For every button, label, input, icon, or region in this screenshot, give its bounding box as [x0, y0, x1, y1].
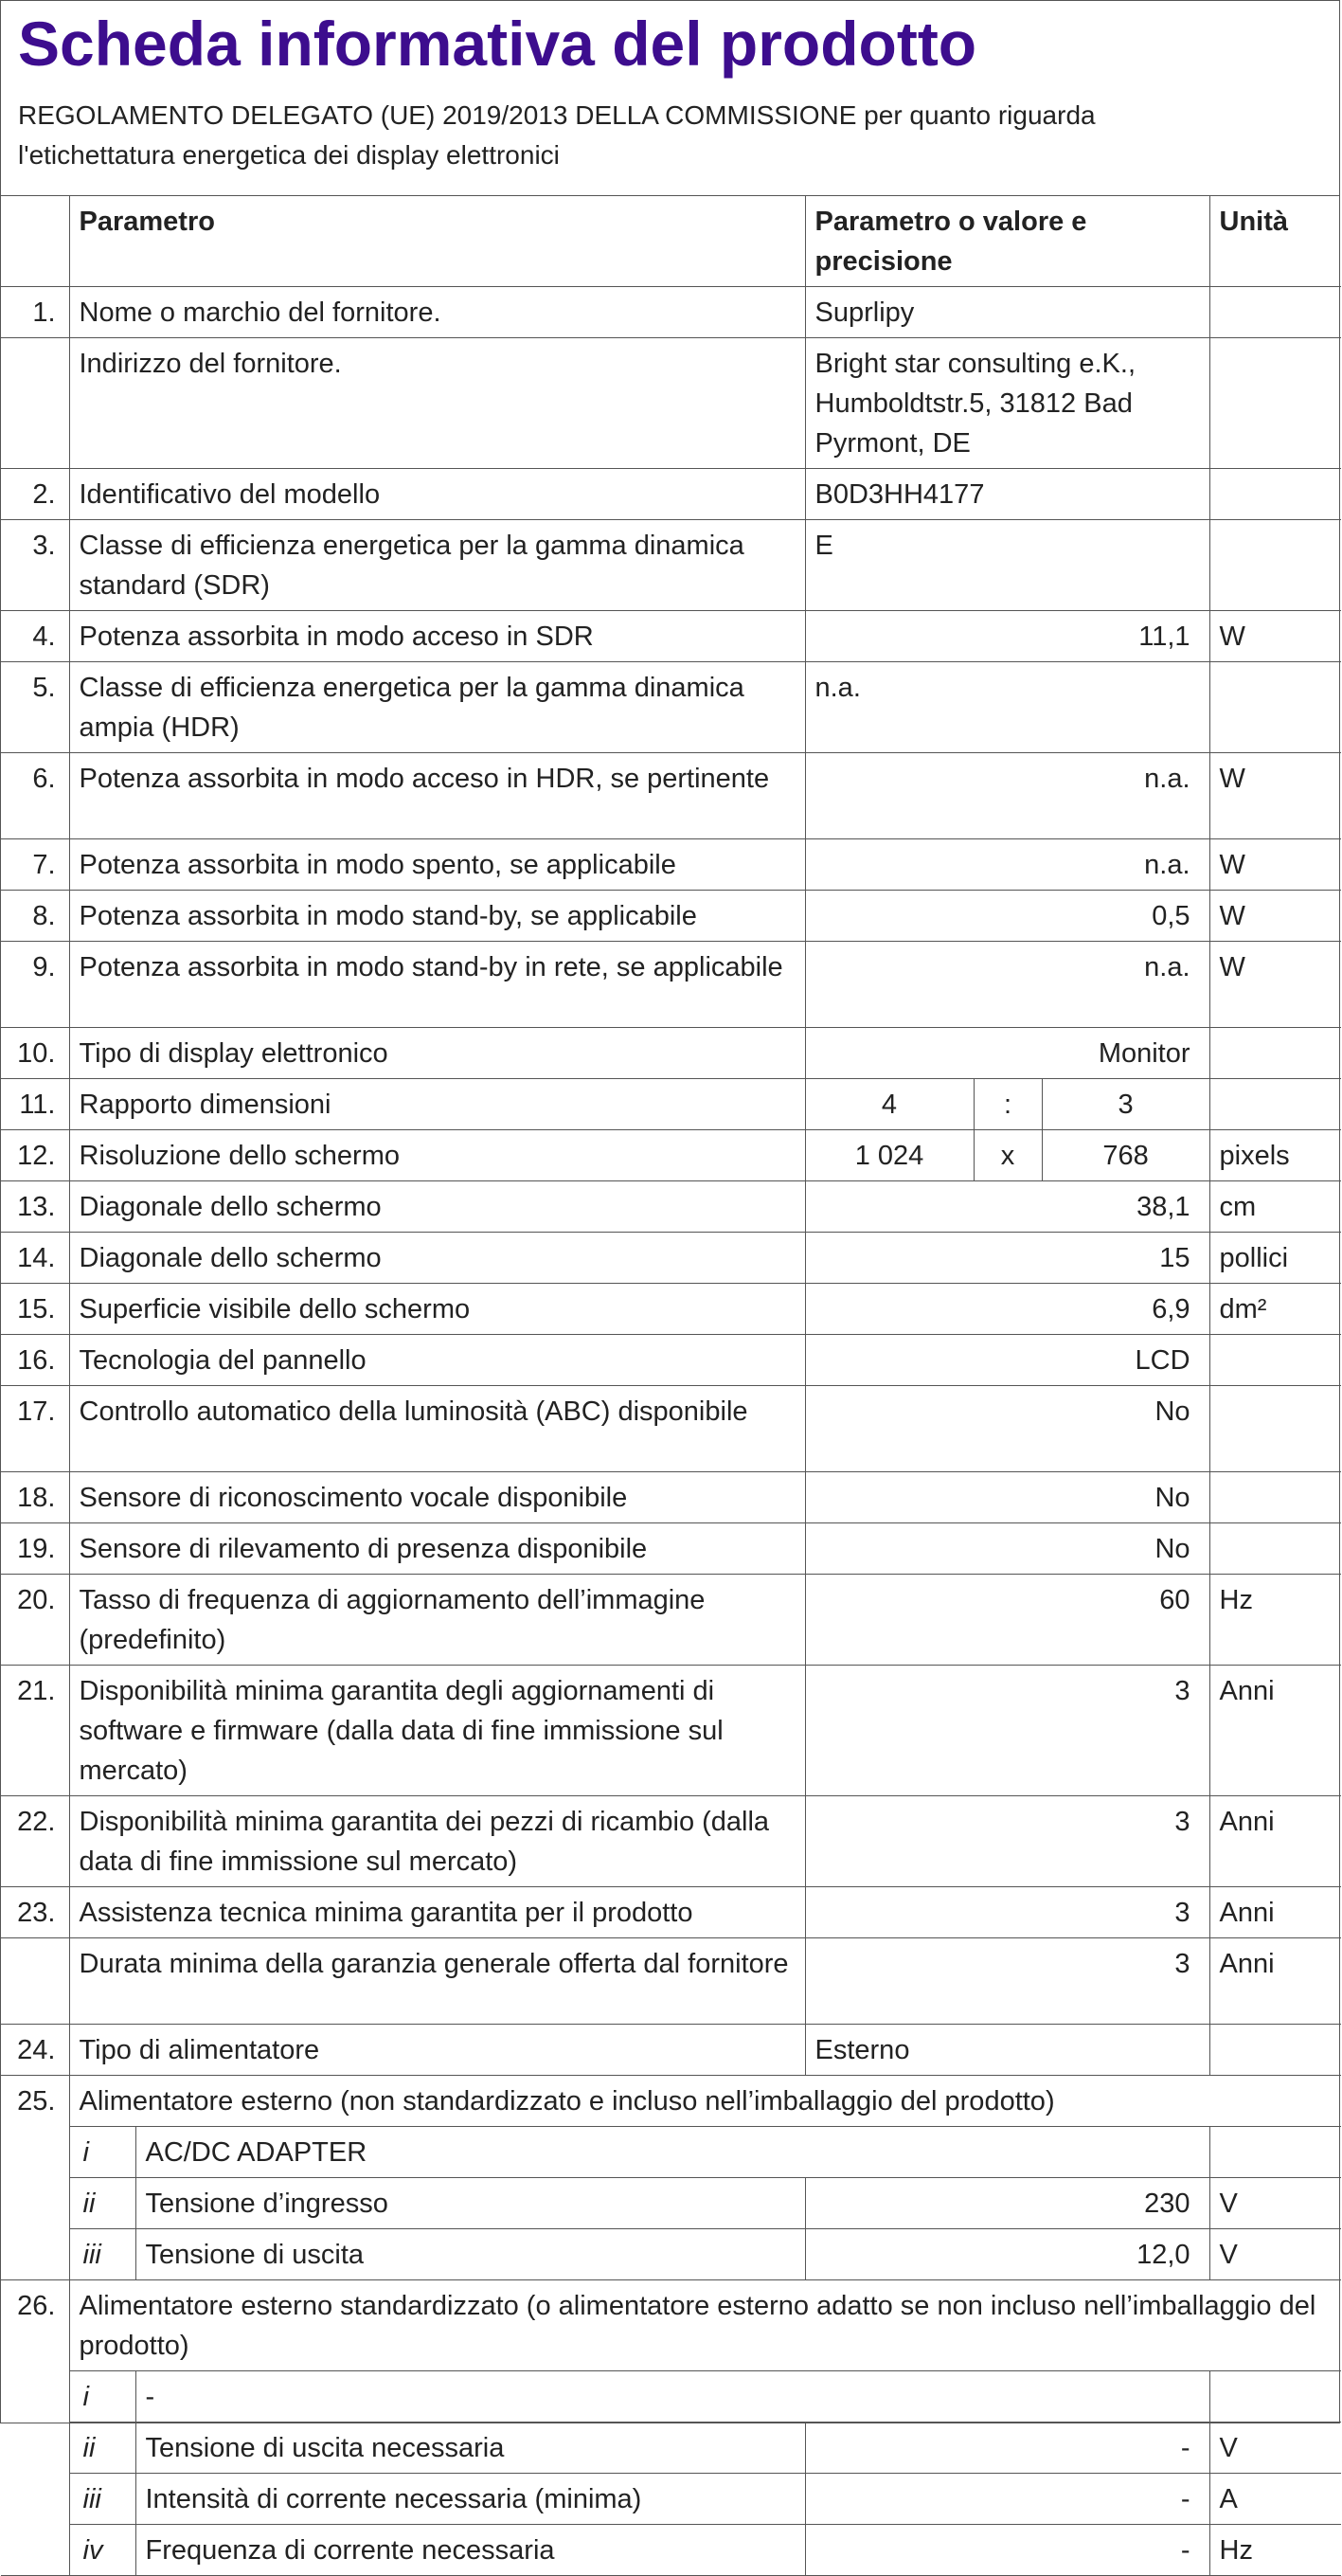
subtitle-line-2: l'etichettatura energetica dei display elettronici — [18, 140, 560, 170]
psu-item-unit — [1209, 2371, 1341, 2423]
row-unit — [1209, 287, 1341, 338]
psu-item-label: AC/DC ADAPTER — [135, 2127, 1209, 2178]
psu-item-value: - — [805, 2474, 1209, 2525]
table-row — [1, 1284, 1341, 1335]
row-number: 9. — [1, 942, 69, 1028]
psu-item-unit: A — [1209, 2474, 1341, 2525]
row-value: No — [805, 1523, 1209, 1575]
psu-item-roman: iii — [69, 2229, 135, 2280]
table-header-row — [1, 196, 1341, 287]
subtitle-line-1: REGOLAMENTO DELEGATO (UE) 2019/2013 DELLA COMMISSIONE per quanto riguarda — [18, 100, 1096, 130]
psu-item-value: - — [805, 2423, 1209, 2474]
row-value: 3 — [805, 1666, 1209, 1796]
row-unit: Anni — [1209, 1938, 1341, 2025]
row-number: 4. — [1, 611, 69, 662]
psu-item-roman: ii — [69, 2178, 135, 2229]
psu-item-label: - — [135, 2371, 1209, 2423]
row-number: 10. — [1, 1028, 69, 1079]
row-number: 14. — [1, 1233, 69, 1284]
row-label: Potenza assorbita in modo acceso in HDR, se pertinente — [69, 753, 805, 839]
row-value: 15 — [805, 1233, 1209, 1284]
row-value: 6,9 — [805, 1284, 1209, 1335]
row-number: 26. — [1, 2280, 69, 2576]
row-value: 38,1 — [805, 1181, 1209, 1233]
row-value: n.a. — [805, 839, 1209, 891]
row-label: Potenza assorbita in modo stand-by in rete, se applicabile — [69, 942, 805, 1028]
psu-item-row — [1, 2423, 1341, 2474]
psu-item-roman: ii — [69, 2423, 135, 2474]
table-row — [1, 1335, 1341, 1386]
psu-item-row — [1, 2474, 1341, 2525]
table-row — [1, 520, 1341, 611]
row-number: 1. — [1, 287, 69, 338]
row-label: Potenza assorbita in modo stand-by, se applicabile — [69, 891, 805, 942]
row-unit — [1209, 469, 1341, 520]
header-value: Parametro o valore e precisione — [805, 196, 1209, 287]
psu-item-label: Tensione di uscita necessaria — [135, 2423, 805, 2474]
row-value-a: 4 — [805, 1079, 974, 1130]
row-unit — [1209, 2025, 1341, 2076]
row-value: 60 — [805, 1575, 1209, 1666]
row-value-b: 3 — [1042, 1079, 1209, 1130]
row-label: Tasso di frequenza di aggiornamento dell’immagine (predefinito) — [69, 1575, 805, 1666]
row-unit: Hz — [1209, 1575, 1341, 1666]
row-value-a: 1 024 — [805, 1130, 974, 1181]
row-number — [1, 338, 69, 469]
regulation-subtitle — [18, 96, 1322, 175]
psu-item-roman: iii — [69, 2474, 135, 2525]
row-label: Potenza assorbita in modo acceso in SDR — [69, 611, 805, 662]
row-unit: Anni — [1209, 1887, 1341, 1938]
table-row — [1, 1938, 1341, 2025]
row-unit: cm — [1209, 1181, 1341, 1233]
row-label: Tipo di display elettronico — [69, 1028, 805, 1079]
table-row — [1, 1130, 1341, 1181]
psu-item-roman: i — [69, 2127, 135, 2178]
psu-item-row — [1, 2229, 1341, 2280]
row-label: Tecnologia del pannello — [69, 1335, 805, 1386]
table-row — [1, 1523, 1341, 1575]
row-label: Diagonale dello schermo — [69, 1181, 805, 1233]
row-value: 3 — [805, 1938, 1209, 2025]
row-value: n.a. — [805, 753, 1209, 839]
row-value-separator: : — [974, 1079, 1042, 1130]
table-row — [1, 891, 1341, 942]
table-row — [1, 1575, 1341, 1666]
row-value: 3 — [805, 1796, 1209, 1887]
row-value: n.a. — [805, 662, 1209, 753]
row-unit — [1209, 1079, 1341, 1130]
row-number: 16. — [1, 1335, 69, 1386]
row-value-separator: x — [974, 1130, 1042, 1181]
row-number: 18. — [1, 1472, 69, 1523]
header-unit: Unità — [1209, 196, 1341, 287]
row-number: 17. — [1, 1386, 69, 1472]
psu-item-row — [1, 2178, 1341, 2229]
row-value: Suprlipy — [805, 287, 1209, 338]
row-unit — [1209, 1386, 1341, 1472]
parameter-table — [1, 196, 1341, 2576]
row-unit — [1209, 1028, 1341, 1079]
table-row — [1, 839, 1341, 891]
row-number: 6. — [1, 753, 69, 839]
row-value: 3 — [805, 1887, 1209, 1938]
row-label: Indirizzo del fornitore. — [69, 338, 805, 469]
table-row — [1, 1472, 1341, 1523]
row-unit — [1209, 338, 1341, 469]
psu-item-unit: V — [1209, 2229, 1341, 2280]
header-parameter: Parametro — [69, 196, 805, 287]
row-value: Bright star consulting e.K., Humboldtstr.5, 31812 Bad Pyrmont, DE — [805, 338, 1209, 469]
row-label: Diagonale dello schermo — [69, 1233, 805, 1284]
psu-external-title-row — [1, 2076, 1341, 2127]
table-row — [1, 1386, 1341, 1472]
psu-item-label: Tensione d’ingresso — [135, 2178, 805, 2229]
psu-item-label: Intensità di corrente necessaria (minima) — [135, 2474, 805, 2525]
psu-item-roman: iv — [69, 2525, 135, 2576]
row-number: 7. — [1, 839, 69, 891]
psu-item-unit: V — [1209, 2178, 1341, 2229]
table-row — [1, 611, 1341, 662]
table-row — [1, 287, 1341, 338]
row-value: Monitor — [805, 1028, 1209, 1079]
row-unit: W — [1209, 942, 1341, 1028]
row-unit: pixels — [1209, 1130, 1341, 1181]
psu-item-row — [1, 2371, 1341, 2423]
psu-item-value: 12,0 — [805, 2229, 1209, 2280]
table-row — [1, 1079, 1341, 1130]
table-row — [1, 662, 1341, 753]
header-num-cell — [1, 196, 69, 287]
row-number: 20. — [1, 1575, 69, 1666]
row-unit — [1209, 1335, 1341, 1386]
row-number: 25. — [1, 2076, 69, 2280]
row-label: Rapporto dimensioni — [69, 1079, 805, 1130]
psu-item-label: Tensione di uscita — [135, 2229, 805, 2280]
row-number: 8. — [1, 891, 69, 942]
row-number: 3. — [1, 520, 69, 611]
row-label: Superficie visibile dello schermo — [69, 1284, 805, 1335]
psu-standard-title-row — [1, 2280, 1341, 2371]
row-label: Classe di efficienza energetica per la gamma dinamica standard (SDR) — [69, 520, 805, 611]
row-value: B0D3HH4177 — [805, 469, 1209, 520]
table-row — [1, 1796, 1341, 1887]
row-number: 2. — [1, 469, 69, 520]
row-unit — [1209, 1472, 1341, 1523]
psu-item-row — [1, 2127, 1341, 2178]
row-value: n.a. — [805, 942, 1209, 1028]
row-label: Nome o marchio del fornitore. — [69, 287, 805, 338]
psu-title: Alimentatore esterno (non standardizzato e incluso nell’imballaggio del prodotto) — [69, 2076, 1341, 2127]
table-row — [1, 469, 1341, 520]
psu-item-value: 230 — [805, 2178, 1209, 2229]
row-number: 15. — [1, 1284, 69, 1335]
row-label: Disponibilità minima garantita dei pezzi di ricambio (dalla data di fine immissione sul mercato) — [69, 1796, 805, 1887]
row-unit — [1209, 1523, 1341, 1575]
row-unit — [1209, 662, 1341, 753]
row-number: 19. — [1, 1523, 69, 1575]
psu-item-label: Frequenza di corrente necessaria — [135, 2525, 805, 2576]
psu-item-unit — [1209, 2127, 1341, 2178]
table-row — [1, 338, 1341, 469]
psu-item-row — [1, 2525, 1341, 2576]
table-row — [1, 1028, 1341, 1079]
row-number: 13. — [1, 1181, 69, 1233]
row-label: Classe di efficienza energetica per la gamma dinamica ampia (HDR) — [69, 662, 805, 753]
table-row — [1, 1181, 1341, 1233]
psu-item-unit: Hz — [1209, 2525, 1341, 2576]
row-label: Sensore di riconoscimento vocale disponibile — [69, 1472, 805, 1523]
row-unit: pollici — [1209, 1233, 1341, 1284]
row-value: No — [805, 1472, 1209, 1523]
row-label: Sensore di rilevamento di presenza disponibile — [69, 1523, 805, 1575]
row-number: 22. — [1, 1796, 69, 1887]
psu-item-roman: i — [69, 2371, 135, 2423]
table-row — [1, 2025, 1341, 2076]
row-label: Disponibilità minima garantita degli aggiornamenti di software e firmware (dalla data di fine immissione sul mercato) — [69, 1666, 805, 1796]
row-unit: W — [1209, 753, 1341, 839]
table-row — [1, 1666, 1341, 1796]
row-label: Identificativo del modello — [69, 469, 805, 520]
row-unit: dm² — [1209, 1284, 1341, 1335]
row-label: Controllo automatico della luminosità (ABC) disponibile — [69, 1386, 805, 1472]
row-unit: Anni — [1209, 1666, 1341, 1796]
row-label: Potenza assorbita in modo spento, se applicabile — [69, 839, 805, 891]
row-value-b: 768 — [1042, 1130, 1209, 1181]
table-row — [1, 1887, 1341, 1938]
row-label: Tipo di alimentatore — [69, 2025, 805, 2076]
table-row — [1, 942, 1341, 1028]
row-number: 12. — [1, 1130, 69, 1181]
row-value: No — [805, 1386, 1209, 1472]
table-row — [1, 753, 1341, 839]
row-value: 11,1 — [805, 611, 1209, 662]
row-value: 0,5 — [805, 891, 1209, 942]
row-number: 23. — [1, 1887, 69, 1938]
row-label: Risoluzione dello schermo — [69, 1130, 805, 1181]
row-unit: W — [1209, 839, 1341, 891]
table-row — [1, 1233, 1341, 1284]
row-label: Assistenza tecnica minima garantita per il prodotto — [69, 1887, 805, 1938]
sheet-header — [1, 1, 1339, 196]
row-number: 21. — [1, 1666, 69, 1796]
psu-item-unit: V — [1209, 2423, 1341, 2474]
psu-title: Alimentatore esterno standardizzato (o alimentatore esterno adatto se non incluso nell’imballaggio del prodotto) — [69, 2280, 1341, 2371]
row-value: Esterno — [805, 2025, 1209, 2076]
row-number: 11. — [1, 1079, 69, 1130]
psu-item-value: - — [805, 2525, 1209, 2576]
row-unit: W — [1209, 891, 1341, 942]
row-unit — [1209, 520, 1341, 611]
row-value: LCD — [805, 1335, 1209, 1386]
page-title: Scheda informativa del prodotto — [18, 9, 977, 79]
row-number — [1, 1938, 69, 2025]
row-unit: Anni — [1209, 1796, 1341, 1887]
row-unit: W — [1209, 611, 1341, 662]
row-value: E — [805, 520, 1209, 611]
row-number: 5. — [1, 662, 69, 753]
row-number: 24. — [1, 2025, 69, 2076]
row-label: Durata minima della garanzia generale offerta dal fornitore — [69, 1938, 805, 2025]
